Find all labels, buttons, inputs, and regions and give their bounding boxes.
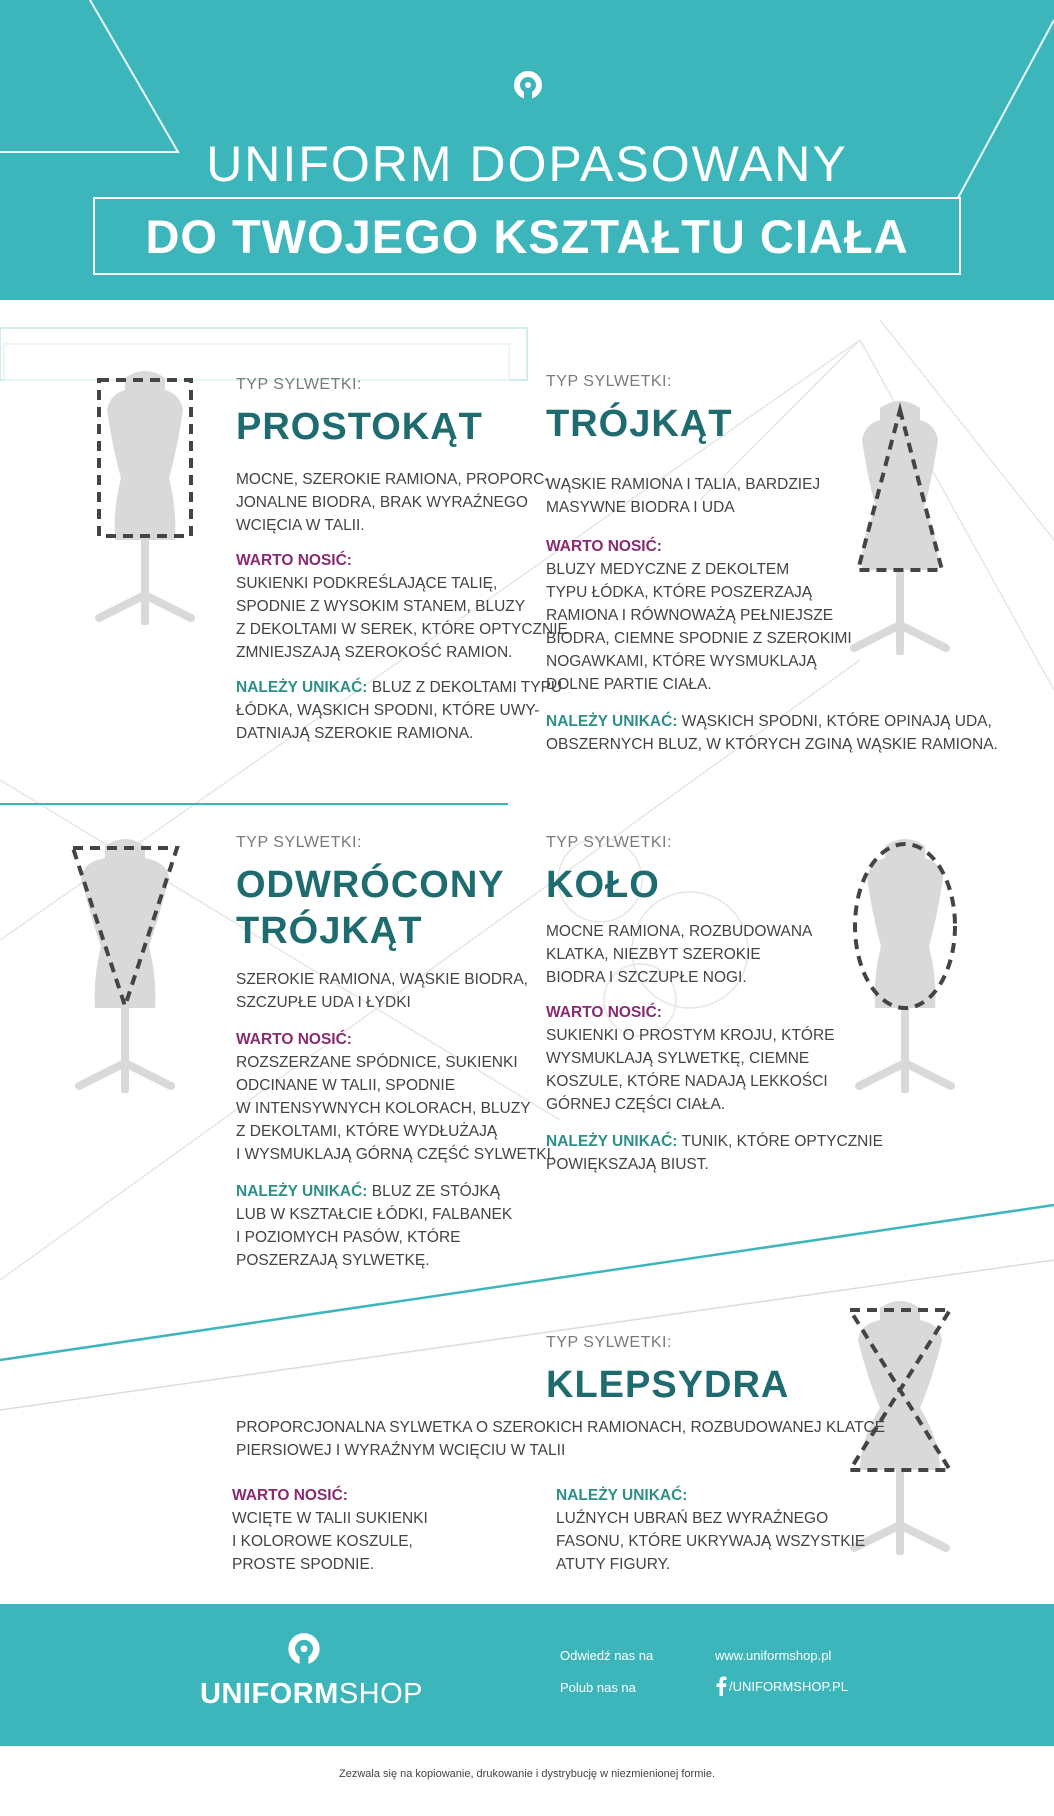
avoid-line: LUB W KSZTAŁCIE ŁÓDKI, FALBANEK xyxy=(236,1206,513,1223)
type-name: KLEPSYDRA xyxy=(546,1364,790,1406)
avoid-label: NALEŻY UNIKAĆ: xyxy=(236,679,368,696)
avoid-line: DATNIAJĄ SZEROKIE RAMIONA. xyxy=(236,725,474,742)
wear-block xyxy=(546,535,998,696)
wear-label: WARTO NOSIĆ: xyxy=(232,1487,348,1504)
avoid-line: BLUZ ZE STÓJKĄ xyxy=(371,1183,501,1200)
wear-line: WYSMUKLAJĄ SYLWETKĘ, CIEMNE xyxy=(546,1050,810,1067)
wear-line: I KOLOROWE KOSZULE, xyxy=(232,1533,413,1550)
wear-label: WARTO NOSIĆ: xyxy=(546,1004,662,1021)
wear-line: ROZSZERZANE SPÓDNICE, SUKIENKI xyxy=(236,1054,518,1071)
type-klepsydra-heading xyxy=(546,1334,789,1408)
type-description xyxy=(236,1416,885,1462)
avoid-label: NALEŻY UNIKAĆ: xyxy=(546,1133,678,1150)
like-label: Polub nas na xyxy=(560,1680,636,1695)
description-line: MOCNE RAMIONA, ROZBUDOWANA xyxy=(546,923,813,940)
avoid-line: POWIĘKSZAJĄ BIUST. xyxy=(546,1156,709,1173)
type-description xyxy=(236,968,555,1014)
avoid-block xyxy=(546,710,998,756)
copyright-note: Zezwala się na kopiowanie, drukowanie i dystrybucję w niezmienionej formie. xyxy=(338,1768,715,1780)
wear-block xyxy=(236,1028,555,1166)
description-line: KLATKA, NIEZBYT SZEROKIE xyxy=(546,946,761,963)
avoid-line: WĄSKICH SPODNI, KTÓRE OPINAJĄ UDA, xyxy=(681,713,992,730)
type-tag: TYP SYLWETKI: xyxy=(546,1334,672,1351)
visit-label: Odwiedź nas na xyxy=(560,1648,654,1663)
wear-line: NOGAWKAMI, KTÓRE WYSMUKLAJĄ xyxy=(546,653,817,670)
mannequin-inverted-triangle-icon xyxy=(65,828,185,1093)
footer xyxy=(0,1604,1054,1746)
avoid-label: NALEŻY UNIKAĆ: xyxy=(546,713,678,730)
description-line: SZEROKIE RAMIONA, WĄSKIE BIODRA, xyxy=(236,971,528,988)
avoid-block xyxy=(236,676,568,745)
description-line: BIODRA I SZCZUPŁE NOGI. xyxy=(546,969,747,986)
type-name: KOŁO xyxy=(546,864,660,906)
avoid-line: OBSZERNYCH BLUZ, W KTÓRYCH ZGINĄ WĄSKIE RAMIONA. xyxy=(546,736,998,753)
avoid-block xyxy=(546,1130,883,1176)
avoid-label: NALEŻY UNIKAĆ: xyxy=(236,1183,368,1200)
type-name-line2: TRÓJKĄT xyxy=(236,910,423,952)
wear-block xyxy=(546,1001,883,1116)
title-bold: DO TWOJEGO KSZTAŁTU CIAŁA xyxy=(145,209,909,263)
description-line: JONALNE BIODRA, BRAK WYRAŹNEGO xyxy=(236,494,528,511)
brand-light: SHOP xyxy=(338,1678,424,1710)
wear-line: KOSZULE, KTÓRE NADAJĄ LEKKOŚCI xyxy=(546,1073,828,1090)
wear-block xyxy=(236,549,568,664)
wear-line: Z DEKOLTAMI, KTÓRE WYDŁUŻAJĄ xyxy=(236,1123,498,1140)
wear-line: WCIĘTE W TALII SUKIENKI xyxy=(232,1510,428,1527)
type-prostokat xyxy=(236,376,568,745)
avoid-line: LUŹNYCH UBRAŃ BEZ WYRAŹNEGO xyxy=(556,1510,829,1527)
facebook-link[interactable] xyxy=(715,1676,848,1696)
type-name: PROSTOKĄT xyxy=(236,406,483,448)
avoid-block xyxy=(556,1484,865,1576)
avoid-line: I POZIOMYCH PASÓW, KTÓRE xyxy=(236,1229,461,1246)
type-tag: TYP SYLWETKI: xyxy=(546,373,672,390)
wear-line: RAMIONA I RÓWNOWAŻĄ PEŁNIEJSZE xyxy=(546,607,834,624)
type-description xyxy=(546,473,998,519)
description-line: WĄSKIE RAMIONA I TALIA, BARDZIEJ xyxy=(546,476,821,493)
avoid-line: ATUTY FIGURY. xyxy=(556,1556,671,1573)
type-odwrocony-trojkat xyxy=(236,834,555,1272)
wear-label: WARTO NOSIĆ: xyxy=(236,552,352,569)
description-line: PROPORCJONALNA SYLWETKA O SZEROKICH RAMIONACH, ROZBUDOWANEJ KLATCE xyxy=(236,1419,886,1436)
description-line: MOCNE, SZEROKIE RAMIONA, PROPORC- xyxy=(236,471,550,488)
description-line: MASYWNE BIODRA I UDA xyxy=(546,499,735,516)
wear-block xyxy=(232,1484,428,1576)
type-tag: TYP SYLWETKI: xyxy=(236,834,362,851)
brand-bold: UNIFORM xyxy=(200,1678,339,1710)
description-line: PIERSIOWEJ I WYRAŹNYM WCIĘCIU W TALII xyxy=(236,1442,566,1459)
type-tag: TYP SYLWETKI: xyxy=(546,834,672,851)
wear-line: I WYSMUKLAJĄ GÓRNĄ CZĘŚĆ SYLWETKI. xyxy=(236,1146,556,1163)
wear-line: GÓRNEJ CZĘŚCI CIAŁA. xyxy=(546,1096,726,1113)
avoid-line: FASONU, KTÓRE UKRYWAJĄ WSZYSTKIE xyxy=(556,1533,866,1550)
uniformshop-logo-icon xyxy=(511,70,545,104)
wear-line: BLUZY MEDYCZNE Z DEKOLTEM xyxy=(546,561,790,578)
mannequin-rectangle-icon xyxy=(85,360,205,625)
avoid-line: TUNIK, KTÓRE OPTYCZNIE xyxy=(681,1133,884,1150)
facebook-icon xyxy=(715,1676,727,1696)
wear-line: Z DEKOLTAMI W SEREK, KTÓRE OPTYCZNIE xyxy=(236,621,568,638)
wear-line: W INTENSYWNYCH KOLORACH, BLUZY xyxy=(236,1100,531,1117)
type-name: TRÓJKĄT xyxy=(546,403,733,445)
wear-label: WARTO NOSIĆ: xyxy=(236,1031,352,1048)
wear-line: DOLNE PARTIE CIAŁA. xyxy=(546,676,712,693)
avoid-line: ŁÓDKA, WĄSKICH SPODNI, KTÓRE UWY- xyxy=(236,702,540,719)
wear-line: SPODNIE Z WYSOKIM STANEM, BLUZY xyxy=(236,598,526,615)
wear-line: SUKIENKI O PROSTYM KROJU, KTÓRE xyxy=(546,1027,835,1044)
type-description xyxy=(546,920,883,989)
title-light: UNIFORM DOPASOWANY xyxy=(206,136,848,192)
avoid-line: BLUZ Z DEKOLTAMI TYPU xyxy=(371,679,563,696)
description-line: WCIĘCIA W TALII. xyxy=(236,517,365,534)
avoid-block xyxy=(236,1180,555,1272)
type-kolo xyxy=(546,834,883,1176)
description-line: SZCZUPŁE UDA I ŁYDKI xyxy=(236,994,411,1011)
wear-line: ODCINANE W TALII, SPODNIE xyxy=(236,1077,456,1094)
type-tag: TYP SYLWETKI: xyxy=(236,376,362,393)
uniformshop-logo-icon xyxy=(284,1632,324,1670)
header-banner xyxy=(0,0,1054,300)
type-description xyxy=(236,468,568,537)
title-box xyxy=(93,197,961,275)
wear-line: PROSTE SPODNIE. xyxy=(232,1556,375,1573)
type-trojkat xyxy=(546,373,998,756)
avoid-line: POSZERZAJĄ SYLWETKĘ. xyxy=(236,1252,430,1269)
facebook-url: /UNIFORMSHOP.PL xyxy=(729,1678,848,1694)
avoid-label: NALEŻY UNIKAĆ: xyxy=(556,1487,688,1504)
visit-link[interactable]: www.uniformshop.pl xyxy=(715,1648,832,1663)
wear-line: SUKIENKI PODKREŚLAJĄCE TALIĘ, xyxy=(236,575,498,592)
wear-line: BIODRA, CIEMNE SPODNIE Z SZEROKIMI xyxy=(546,630,852,647)
footer-brand[interactable] xyxy=(200,1678,423,1711)
wear-line: ZMNIEJSZAJĄ SZEROKOŚĆ RAMION. xyxy=(236,644,513,661)
wear-label: WARTO NOSIĆ: xyxy=(546,538,662,555)
type-name: ODWRÓCONY xyxy=(236,864,505,906)
wear-line: TYPU ŁÓDKA, KTÓRE POSZERZAJĄ xyxy=(546,584,813,601)
